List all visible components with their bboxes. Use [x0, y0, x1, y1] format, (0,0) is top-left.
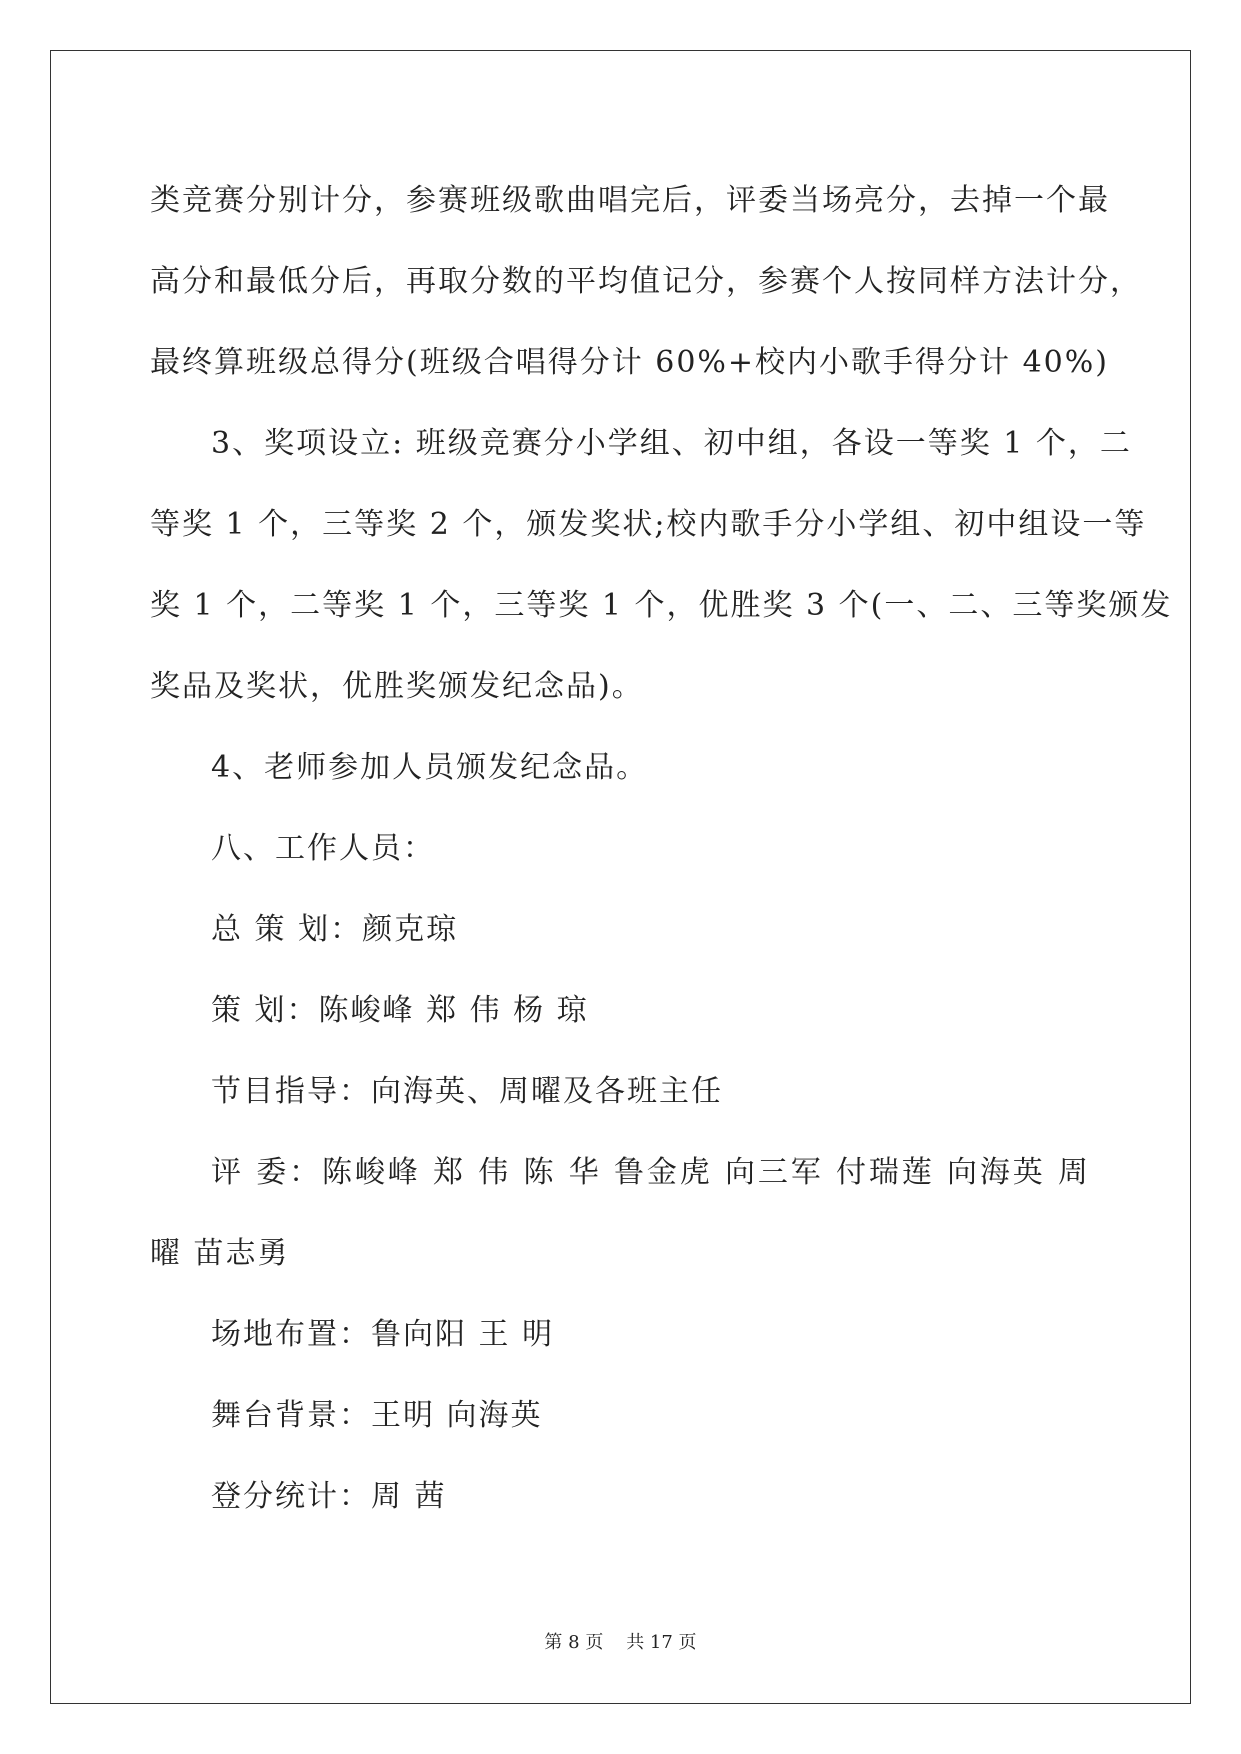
staff-line: 场地布置：鲁向阳 王 明	[211, 1317, 555, 1352]
section-heading: 八、工作人员：	[211, 831, 435, 866]
paragraph-line: 最终算班级总得分(班级合唱得分计 60%+校内小歌手得分计 40%)	[150, 345, 1109, 380]
staff-line: 策 划：陈峻峰 郑 伟 杨 琼	[211, 993, 589, 1028]
paragraph-line: 高分和最低分后，再取分数的平均值记分，参赛个人按同样方法计分，	[150, 264, 1142, 299]
staff-line: 总 策 划：颜克琼	[211, 912, 459, 947]
paragraph-line: 类竞赛分别计分，参赛班级歌曲唱完后，评委当场亮分，去掉一个最	[150, 183, 1110, 218]
paragraph-line: 3、奖项设立: 班级竞赛分小学组、初中组，各设一等奖 1 个，二	[211, 426, 1132, 461]
paragraph-line: 奖品及奖状，优胜奖颁发纪念品)。	[150, 669, 644, 704]
document-body	[150, 160, 1173, 1537]
paragraph-line: 等奖 1 个，三等奖 2 个，颁发奖状;校内歌手分小学组、初中组设一等	[150, 507, 1147, 542]
paragraph-line: 奖 1 个，二等奖 1 个，三等奖 1 个，优胜奖 3 个(一、二、三等奖颁发	[150, 588, 1173, 623]
page-number: 第 8 页 共 17 页	[544, 1632, 697, 1653]
staff-line: 节目指导：向海英、周曜及各班主任	[211, 1074, 723, 1109]
staff-line: 登分统计：周 茜	[211, 1479, 447, 1514]
staff-line: 曜 苗志勇	[150, 1236, 290, 1271]
staff-line: 舞台背景：王明 向海英	[211, 1398, 543, 1433]
staff-line: 评 委：陈峻峰 郑 伟 陈 华 鲁金虎 向三军 付瑞莲 向海英 周	[211, 1155, 1090, 1190]
paragraph-line: 4、老师参加人员颁发纪念品。	[211, 750, 649, 785]
